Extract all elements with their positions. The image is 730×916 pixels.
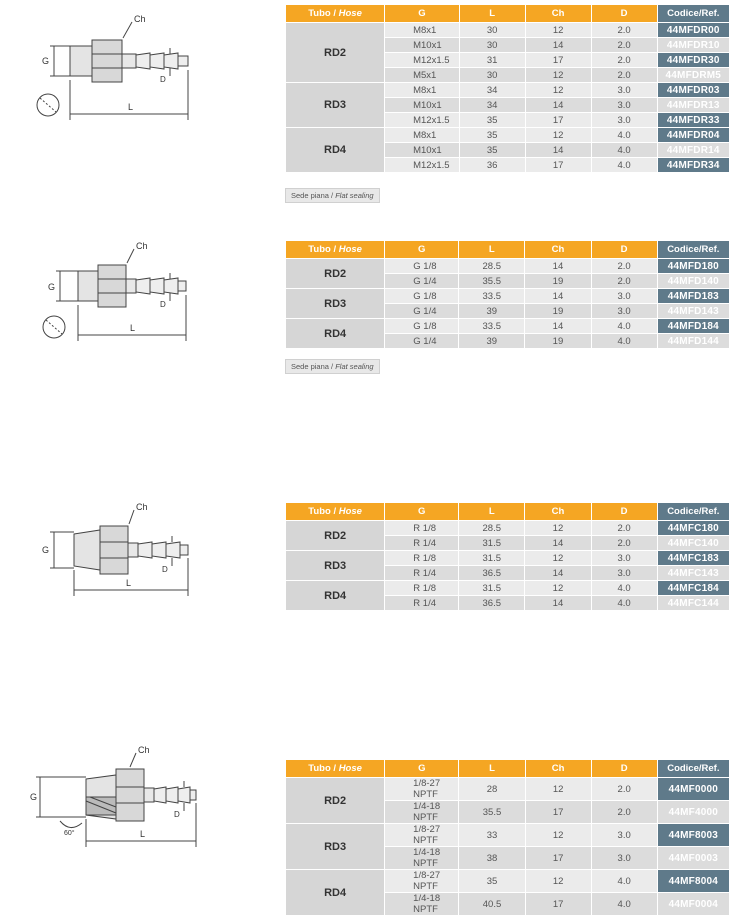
table-row [286,128,729,142]
cell-l: 40.5 [459,893,524,915]
cell-d: 4.0 [592,596,657,610]
cell-ref: 44MFD140 [658,274,729,288]
cell-d: 3.0 [592,98,657,112]
label-d: D [174,810,180,819]
table-row [286,259,729,273]
col-hose: Tubo / Hose [286,5,384,22]
label-l: L [126,578,132,588]
cell-l: 31.5 [459,536,524,550]
cell-g: G 1/8 [385,289,458,303]
cell-g: R 1/4 [385,536,458,550]
cell-ch: 17 [526,893,591,915]
cell-ch: 17 [526,158,591,172]
col-hose: Tubo / Hose [286,760,384,777]
cell-g: M12x1.5 [385,158,459,172]
cell-ch: 14 [526,143,591,157]
cell-ch: 14 [525,596,590,610]
cell-ch: 12 [526,870,591,892]
label-ch: Ch [136,502,148,512]
cell-ref: 44MFD183 [658,289,729,303]
cell-ref: 44MFDR04 [658,128,729,142]
cell-ch: 12 [525,521,590,535]
cell-l: 39 [459,304,524,318]
cell-g: R 1/4 [385,566,458,580]
table-row [286,551,729,565]
spec-table-2 [285,240,730,349]
label-d: D [162,565,168,574]
cell-l: 36 [460,158,525,172]
flat-sealing-note-1: Sede piana / Flat sealing [285,188,380,203]
cell-ref: 44MF0003 [658,847,729,869]
cell-d: 3.0 [592,551,657,565]
cell-l: 36.5 [459,596,524,610]
label-l: L [130,323,136,333]
cell-d: 4.0 [592,128,657,142]
cell-l: 30 [460,38,525,52]
cell-d: 4.0 [592,581,657,595]
hose-group-cell: RD2 [286,259,384,288]
cell-ch: 12 [526,824,591,846]
cell-l: 28.5 [459,521,524,535]
cell-l: 28.5 [459,259,524,273]
label-g: G [42,545,50,555]
col-ref: Codice/Ref. [658,760,729,777]
cell-ch: 17 [526,53,591,67]
col-l: L [459,760,524,777]
table-header-row [286,760,729,777]
cell-l: 34 [460,83,525,97]
cell-g: R 1/8 [385,521,458,535]
cell-g: M8x1 [385,23,459,37]
cell-ch: 12 [526,68,591,82]
cell-d: 2.0 [592,53,657,67]
cell-l: 28 [459,778,524,800]
cell-l: 33.5 [459,319,524,333]
col-d: D [592,760,657,777]
hose-group-cell: RD2 [286,521,384,550]
cell-ch: 12 [526,128,591,142]
cell-ch: 14 [525,259,590,273]
hose-group-cell: RD3 [286,83,384,127]
cell-g: R 1/8 [385,551,458,565]
cell-ref: 44MFDR13 [658,98,729,112]
cell-ref: 44MF8003 [658,824,729,846]
label-ch: Ch [134,14,146,24]
cell-ch: 12 [525,581,590,595]
cell-ref: 44MFC184 [658,581,729,595]
cell-ch: 17 [526,113,591,127]
cell-d: 3.0 [592,566,657,580]
cell-ref: 44MFDR14 [658,143,729,157]
col-hose: Tubo / Hose [286,241,384,258]
col-g: G [385,5,459,22]
table-row [286,778,729,800]
cell-d: 2.0 [592,778,657,800]
cell-d: 4.0 [592,334,657,348]
col-hose: Tubo / Hose [286,503,384,520]
cell-ref: 44MFC143 [658,566,729,580]
cell-ref: 44MF8004 [658,870,729,892]
cell-l: 35 [459,870,524,892]
cell-ch: 12 [526,83,591,97]
cell-g: M8x1 [385,128,459,142]
cell-g: 1/8-27 NPTF [385,778,458,800]
cell-d: 3.0 [592,289,657,303]
cell-ref: 44MFD184 [658,319,729,333]
cell-ref: 44MFD144 [658,334,729,348]
label-angle: 60° [64,830,75,837]
cell-ref: 44MFD143 [658,304,729,318]
col-l: L [459,503,524,520]
col-g: G [385,503,458,520]
col-ch: Ch [525,241,590,258]
cell-g: M10x1 [385,143,459,157]
cell-ch: 17 [526,801,591,823]
cell-ref: 44MFDRM5 [658,68,729,82]
cell-d: 3.0 [592,847,657,869]
cell-d: 4.0 [592,319,657,333]
cell-ref: 44MFDR03 [658,83,729,97]
hose-group-cell: RD4 [286,319,384,348]
cell-ref: 44MFC180 [658,521,729,535]
cell-d: 4.0 [592,893,657,915]
cell-ch: 14 [525,289,590,303]
spec-table-3 [285,502,730,611]
cell-ref: 44MFDR00 [658,23,729,37]
cell-ch: 14 [526,98,591,112]
table-row [286,83,729,97]
cell-ch: 12 [526,23,591,37]
cell-ch: 19 [525,334,590,348]
cell-l: 36.5 [459,566,524,580]
cell-ref: 44MFC140 [658,536,729,550]
cell-g: R 1/8 [385,581,458,595]
col-ch: Ch [526,5,591,22]
cell-g: 1/8-27 NPTF [385,824,458,846]
cell-d: 3.0 [592,304,657,318]
cell-d: 2.0 [592,259,657,273]
table-row [286,824,729,846]
cell-l: 38 [459,847,524,869]
hose-group-cell: RD4 [286,870,384,915]
cell-g: R 1/4 [385,596,458,610]
label-l: L [140,829,146,839]
cell-g: M10x1 [385,98,459,112]
cell-g: G 1/8 [385,319,458,333]
cell-d: 3.0 [592,824,657,846]
table-row [286,23,729,37]
cell-ref: 44MFDR34 [658,158,729,172]
col-l: L [460,5,525,22]
cell-ch: 19 [525,274,590,288]
cell-g: M12x1.5 [385,113,459,127]
cell-l: 33 [459,824,524,846]
label-g: G [30,792,38,802]
cell-l: 30 [460,68,525,82]
cell-ref: 44MFDR30 [658,53,729,67]
col-l: L [459,241,524,258]
cell-ref: 44MFDR33 [658,113,729,127]
label-d: D [160,300,166,309]
hose-group-cell: RD3 [286,824,384,869]
cell-d: 4.0 [592,158,657,172]
cell-d: 2.0 [592,536,657,550]
cell-ch: 12 [525,551,590,565]
cell-l: 35 [460,113,525,127]
col-d: D [592,503,657,520]
col-ref: Codice/Ref. [658,503,729,520]
cell-g: M10x1 [385,38,459,52]
hose-group-cell: RD4 [286,128,384,172]
cell-d: 2.0 [592,38,657,52]
cell-ch: 12 [526,778,591,800]
col-ch: Ch [526,760,591,777]
cell-g: 1/4-18 NPTF [385,893,458,915]
fitting-drawing-1 [30,10,230,130]
cell-g: 1/4-18 NPTF [385,847,458,869]
cell-ref: 44MF0004 [658,893,729,915]
label-ch: Ch [136,241,148,251]
cell-l: 31.5 [459,581,524,595]
hose-group-cell: RD3 [286,289,384,318]
cell-d: 2.0 [592,68,657,82]
label-g: G [48,282,56,292]
cell-l: 33.5 [459,289,524,303]
cell-ch: 17 [526,847,591,869]
cell-g: 1/4-18 NPTF [385,801,458,823]
hose-group-cell: RD4 [286,581,384,610]
flat-sealing-note-2: Sede piana / Flat sealing [285,359,380,374]
cell-g: G 1/4 [385,274,458,288]
table-header-row [286,503,729,520]
cell-l: 35 [460,143,525,157]
cell-ref: 44MF0000 [658,778,729,800]
cell-ch: 14 [525,319,590,333]
label-d: D [160,75,166,84]
cell-d: 3.0 [592,83,657,97]
cell-l: 35 [460,128,525,142]
cell-l: 35.5 [459,801,524,823]
table-row [286,581,729,595]
cell-d: 2.0 [592,23,657,37]
label-ch: Ch [138,745,150,755]
cell-l: 39 [459,334,524,348]
table-row [286,319,729,333]
spec-table-4 [285,759,730,916]
label-g: G [42,56,50,66]
cell-l: 30 [460,23,525,37]
col-d: D [592,241,657,258]
cell-l: 31 [460,53,525,67]
cell-l: 35.5 [459,274,524,288]
hose-group-cell: RD2 [286,778,384,823]
label-l: L [128,102,134,112]
fitting-drawing-2 [30,232,230,352]
col-ch: Ch [525,503,590,520]
col-ref: Codice/Ref. [658,5,729,22]
cell-ch: 19 [525,304,590,318]
col-d: D [592,5,657,22]
cell-d: 2.0 [592,274,657,288]
spec-table-1 [285,4,730,173]
cell-d: 2.0 [592,801,657,823]
col-g: G [385,241,458,258]
hose-group-cell: RD3 [286,551,384,580]
col-g: G [385,760,458,777]
table-row [286,521,729,535]
table-row [286,289,729,303]
fitting-drawing-4 [30,734,230,854]
table-row [286,870,729,892]
cell-ref: 44MF4000 [658,801,729,823]
fitting-drawing-3 [30,488,230,608]
cell-ch: 14 [525,536,590,550]
cell-g: M8x1 [385,83,459,97]
hose-group-cell: RD2 [286,23,384,82]
cell-ref: 44MFC144 [658,596,729,610]
cell-g: G 1/4 [385,304,458,318]
cell-g: G 1/8 [385,259,458,273]
cell-d: 2.0 [592,521,657,535]
cell-l: 34 [460,98,525,112]
cell-d: 4.0 [592,870,657,892]
cell-g: 1/8-27 NPTF [385,870,458,892]
cell-g: M12x1.5 [385,53,459,67]
cell-g: M5x1 [385,68,459,82]
cell-ref: 44MFD180 [658,259,729,273]
table-header-row [286,5,729,22]
cell-ch: 14 [525,566,590,580]
cell-ref: 44MFC183 [658,551,729,565]
cell-l: 31.5 [459,551,524,565]
cell-ch: 14 [526,38,591,52]
cell-d: 3.0 [592,113,657,127]
cell-ref: 44MFDR10 [658,38,729,52]
cell-d: 4.0 [592,143,657,157]
cell-g: G 1/4 [385,334,458,348]
col-ref: Codice/Ref. [658,241,729,258]
table-header-row [286,241,729,258]
